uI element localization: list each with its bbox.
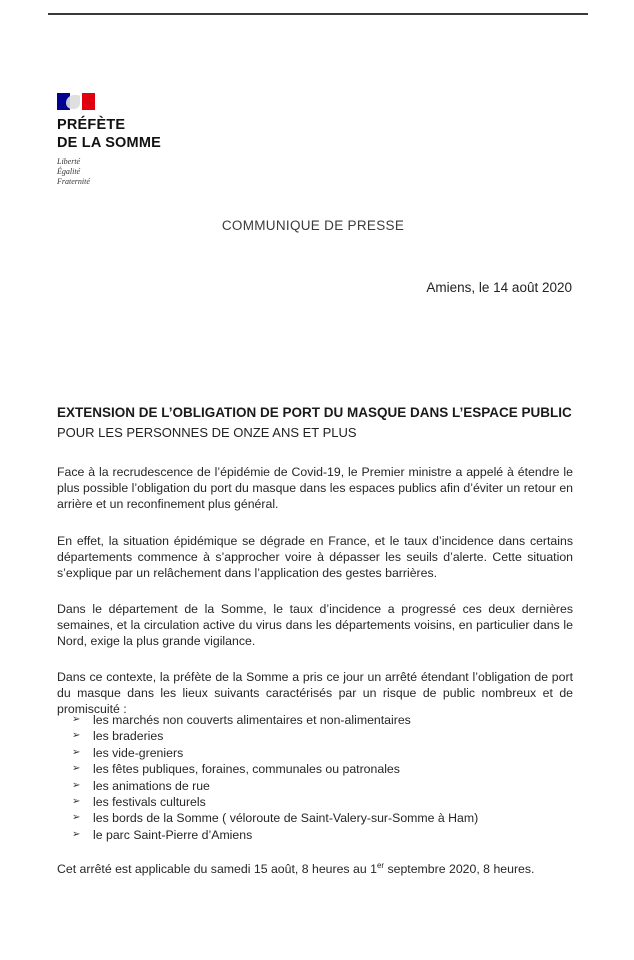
list-item bbox=[72, 794, 478, 810]
list-item-text: les vide-greniers bbox=[93, 745, 184, 760]
arrow-bullet-icon: ➢ bbox=[72, 763, 81, 775]
applicability-statement bbox=[57, 862, 534, 876]
list-item bbox=[72, 761, 478, 777]
list-item bbox=[72, 810, 478, 826]
paragraph: Dans le département de la Somme, le taux d’incidence a progressé ces deux dernières semaines, et la circulation active du virus dans les départements voisins, en particulier dans le Nord, exige la plus grande vigilance. bbox=[57, 602, 573, 648]
motto-fraternite: Fraternité bbox=[57, 177, 90, 186]
applicability-text-end: septembre 2020, 8 heures. bbox=[384, 862, 535, 876]
paragraph: Face à la recrudescence de l’épidémie de Covid-19, le Premier ministre a appelé à étendre le plus possible l’obligation du port du masque dans les espaces publics afin d’éviter un retour en arrière et un reconfinement plus général. bbox=[57, 465, 573, 511]
list-item-text: les fêtes publiques, foraines, communales ou patronales bbox=[93, 762, 400, 777]
arrow-bullet-icon: ➢ bbox=[72, 746, 81, 758]
list-item-text: les animations de rue bbox=[93, 778, 210, 793]
press-release-title: EXTENSION DE L’OBLIGATION DE PORT DU MASQUE DANS L’ESPACE PUBLIC bbox=[57, 405, 572, 420]
paragraph: Dans ce contexte, la préfète de la Somme a pris ce jour un arrêté étendant l’obligation de port du masque dans les lieux suivants caractérisés par un risque de public nombreux et de promiscuité : bbox=[57, 670, 573, 716]
list-item-text: les bords de la Somme ( véloroute de Saint-Valery-sur-Somme à Ham) bbox=[93, 811, 479, 826]
places-list bbox=[72, 712, 478, 843]
arrow-bullet-icon: ➢ bbox=[72, 796, 81, 808]
marianne-flag-icon bbox=[57, 93, 95, 110]
arrow-bullet-icon: ➢ bbox=[72, 828, 81, 840]
list-item-text: les braderies bbox=[93, 729, 164, 744]
list-item-text: les marchés non couverts alimentaires et non-alimentaires bbox=[93, 713, 411, 727]
document-date: Amiens, le 14 août 2020 bbox=[426, 280, 572, 295]
list-item bbox=[72, 827, 478, 843]
logo-line-2: DE LA SOMME bbox=[57, 135, 161, 151]
arrow-bullet-icon: ➢ bbox=[72, 812, 81, 824]
motto-egalite: Égalité bbox=[57, 167, 81, 176]
prefecture-logo bbox=[57, 93, 187, 187]
applicability-text-start: Cet arrêté est applicable du samedi 15 août, 8 heures au 1 bbox=[57, 862, 377, 876]
arrow-bullet-icon: ➢ bbox=[72, 714, 81, 725]
press-release-subtitle: POUR LES PERSONNES DE ONZE ANS ET PLUS bbox=[57, 425, 357, 440]
motto-liberte: Liberté bbox=[57, 157, 81, 166]
document-type: COMMUNIQUE DE PRESSE bbox=[221, 218, 405, 233]
list-item-text: le parc Saint-Pierre d’Amiens bbox=[93, 827, 253, 842]
paragraph: En effet, la situation épidémique se dégrade en France, et le taux d’incidence dans certains départements commence à s’approcher voire à dépasser les seuils d’alerte. Cette situation s’explique par un relâchement dans l’application des gestes barrières. bbox=[57, 534, 573, 580]
arrow-bullet-icon: ➢ bbox=[72, 730, 81, 742]
list-item bbox=[72, 728, 478, 744]
ordinal-suffix: er bbox=[376, 860, 385, 870]
logo-name bbox=[57, 116, 187, 152]
list-item bbox=[72, 745, 478, 761]
list-item-text: les festivals culturels bbox=[93, 795, 206, 810]
list-item bbox=[72, 712, 478, 728]
top-rule bbox=[48, 13, 588, 15]
arrow-bullet-icon: ➢ bbox=[72, 779, 81, 791]
republic-motto bbox=[57, 157, 187, 187]
logo-line-1: PRÉFÈTE bbox=[57, 117, 126, 133]
list-item bbox=[72, 778, 478, 794]
